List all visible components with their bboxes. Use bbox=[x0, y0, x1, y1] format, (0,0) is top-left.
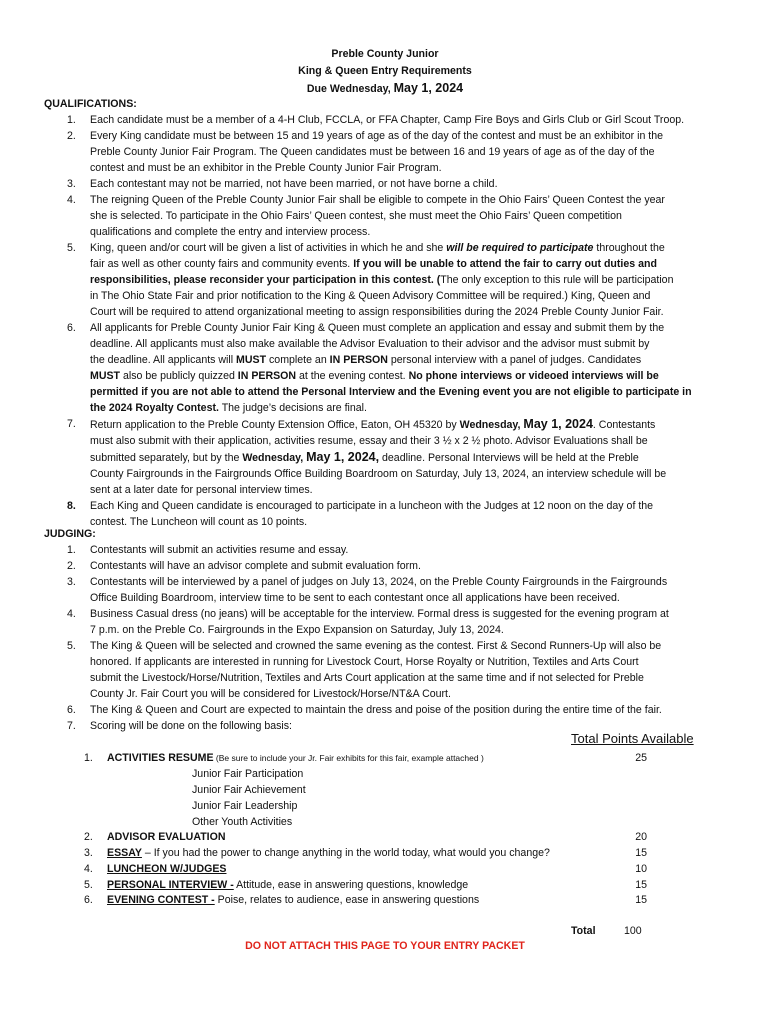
score-label: ESSAY bbox=[107, 847, 142, 859]
activities-subitem: Junior Fair Achievement bbox=[192, 784, 306, 796]
total-points-header: Total Points Available bbox=[571, 731, 694, 746]
qualification-item: 3. Each contestant may not be married, not have been married, or not have borne a child. bbox=[67, 178, 498, 190]
score-row-interview: 5. PERSONAL INTERVIEW - Attitude, ease in answering questions, knowledge 15 bbox=[84, 879, 647, 891]
score-label: LUNCHEON W/JUDGES bbox=[107, 863, 227, 875]
score-points: 15 bbox=[635, 879, 647, 891]
score-points: 15 bbox=[635, 847, 647, 859]
judging-list bbox=[44, 542, 724, 734]
qualification-item: 7. Return application to the Preble County Extension Office, Eaton, OH 45320 by Wednesday, May 1, 2024. Contestants must also submit with their application, activities resume, essay and their 3 ½ x 2 ½ photo. Advisor Evaluations shall be submitted separately, but by the Wednesday, May 1, 2024, deadline. Personal Interviews will be held at the Preble County Fairgrounds in the Fairgrounds Office Building Boardroom on Saturday, July 13, 2024, an interview schedule will be sent at a later date for personal interview times. bbox=[67, 417, 667, 496]
qualification-item: 5. King, queen and/or court will be given a list of activities in which he and she will be required to participate throughout the fair as well as other county fairs and community events. If you will be unable to attend the fair to carry out duties and responsibilities, please reconsider your participation in this contest. (The only exception to this rule will be participation in The Ohio State Fair and prior notification to the King & Queen Advisory Committee will be required.) King, Queen and Court will be required to attend organizational meeting to assign responsibilities during the 2024 Preble County Junior Fair. bbox=[67, 242, 674, 318]
qualifications-heading: QUALIFICATIONS: bbox=[44, 98, 137, 110]
score-label: ACTIVITIES RESUME bbox=[107, 752, 214, 764]
judging-item: 7. Scoring will be done on the following basis: bbox=[67, 720, 292, 732]
judging-item: 5. The King & Queen will be selected and crowned the same evening as the contest. First & Second Runners-Up will also be honored. If applicants are interested in running for Livestock Court, Horse Royalty or Nutrition, Textiles and Arts Court submit the Livestock/Horse/Nutrition, Textiles and Arts Court application at the same time and if not selected for Preble County Jr. Fair Court you will be considered for Livestock/Horse/NT&A Court. bbox=[67, 640, 662, 700]
judging-item: 1. Contestants will submit an activities resume and essay. bbox=[67, 544, 349, 556]
total-value: 100 bbox=[624, 925, 642, 937]
score-points: 20 bbox=[635, 831, 647, 843]
qualification-item: 6. All applicants for Preble County Junior Fair King & Queen must complete an application and essay and submit them by the deadline. All applicants must also make available the Advisor Evaluation to their advisor and the advisor must submit by the deadline. All applicants will MUST complete an IN PERSON personal interview with a panel of judges. Candidates MUST also be publicly quizzed IN PERSON at the evening contest. No phone interviews or videoed interviews will be permitted if you are not able to attend the Personal Interview and the Evening event you are not eligible to participate in the 2024 Royalty Contest. The judge’s decisions are final. bbox=[67, 322, 692, 414]
score-label: ADVISOR EVALUATION bbox=[107, 831, 226, 843]
activities-subitem: Junior Fair Leadership bbox=[192, 800, 298, 812]
doc-due-date bbox=[0, 80, 770, 97]
score-label: EVENING CONTEST - bbox=[107, 894, 215, 906]
score-row-advisor: 2. ADVISOR EVALUATION 20 bbox=[84, 831, 647, 843]
score-points: 25 bbox=[635, 752, 647, 764]
judging-item: 4. Business Casual dress (no jeans) will be acceptable for the interview. Formal dress is suggested for the evening program at 7 p.m. on the Preble Co. Fairgrounds in the Expo Expansion on Saturday, July 13, 2024. bbox=[67, 608, 669, 636]
due-prefix: Due Wednesday, bbox=[306, 83, 394, 95]
score-row-activities: 1. ACTIVITIES RESUME (Be sure to include your Jr. Fair exhibits for this fair, example attached ) 25 bbox=[84, 752, 647, 764]
footer-warning: DO NOT ATTACH THIS PAGE TO YOUR ENTRY PACKET bbox=[245, 940, 525, 952]
due-date: May 1, 2024 bbox=[393, 81, 464, 95]
activities-subitem: Junior Fair Participation bbox=[192, 768, 304, 780]
judging-item: 3. Contestants will be interviewed by a panel of judges on July 13, 2024, on the Preble County Fairgrounds in the Fairgrounds Office Building Boardroom, interview time to be sent to each contestant once all applications have been received. bbox=[67, 576, 668, 604]
score-row-essay: 3. ESSAY – If you had the power to change anything in the world today, what would you change? 15 bbox=[84, 847, 647, 859]
qualification-item: 4. The reigning Queen of the Preble County Junior Fair shall be eligible to compete in the Ohio Fairs’ Queen Contest the year she is selected. To participate in the Ohio Fairs’ Queen contest, she must meet the Ohio Fairs’ Queen competition qualifications and complete the entry and interview process. bbox=[67, 194, 665, 238]
qualifications-list bbox=[44, 112, 724, 530]
score-row-luncheon: 4. LUNCHEON W/JUDGES 10 bbox=[84, 863, 647, 875]
activities-subitem: Other Youth Activities bbox=[192, 816, 293, 828]
qualification-item: 8. Each King and Queen candidate is encouraged to participate in a luncheon with the Judges at 12 noon on the day of the contest. The Luncheon will count as 10 points. bbox=[67, 500, 654, 528]
score-label: PERSONAL INTERVIEW - bbox=[107, 879, 234, 891]
doc-title-line2: King & Queen Entry Requirements bbox=[298, 65, 472, 77]
judging-item: 2. Contestants will have an advisor complete and submit evaluation form. bbox=[67, 560, 421, 572]
judging-heading: JUDGING: bbox=[44, 528, 96, 540]
doc-title-line1: Preble County Junior bbox=[331, 48, 439, 60]
qualification-item: 1. Each candidate must be a member of a 4-H Club, FCCLA, or FFA Chapter, Camp Fire Boys and Girls Club or Girl Scout Troop. bbox=[67, 114, 685, 126]
qualification-item: 2. Every King candidate must be between 15 and 19 years of age as of the day of the contest and must be an exhibitor in the Preble County Junior Fair Program. The Queen candidates must be between 16 and 19 years of age as of the day of the contest and must be an exhibitor in the Preble County Junior Fair Program. bbox=[67, 130, 664, 174]
judging-item: 6. The King & Queen and Court are expected to maintain the dress and poise of the position during the entire time of the fair. bbox=[67, 704, 662, 716]
total-label: Total bbox=[571, 925, 596, 937]
score-row-evening: 6. EVENING CONTEST - Poise, relates to audience, ease in answering questions 15 bbox=[84, 894, 647, 906]
score-points: 10 bbox=[635, 863, 647, 875]
score-points: 15 bbox=[635, 894, 647, 906]
